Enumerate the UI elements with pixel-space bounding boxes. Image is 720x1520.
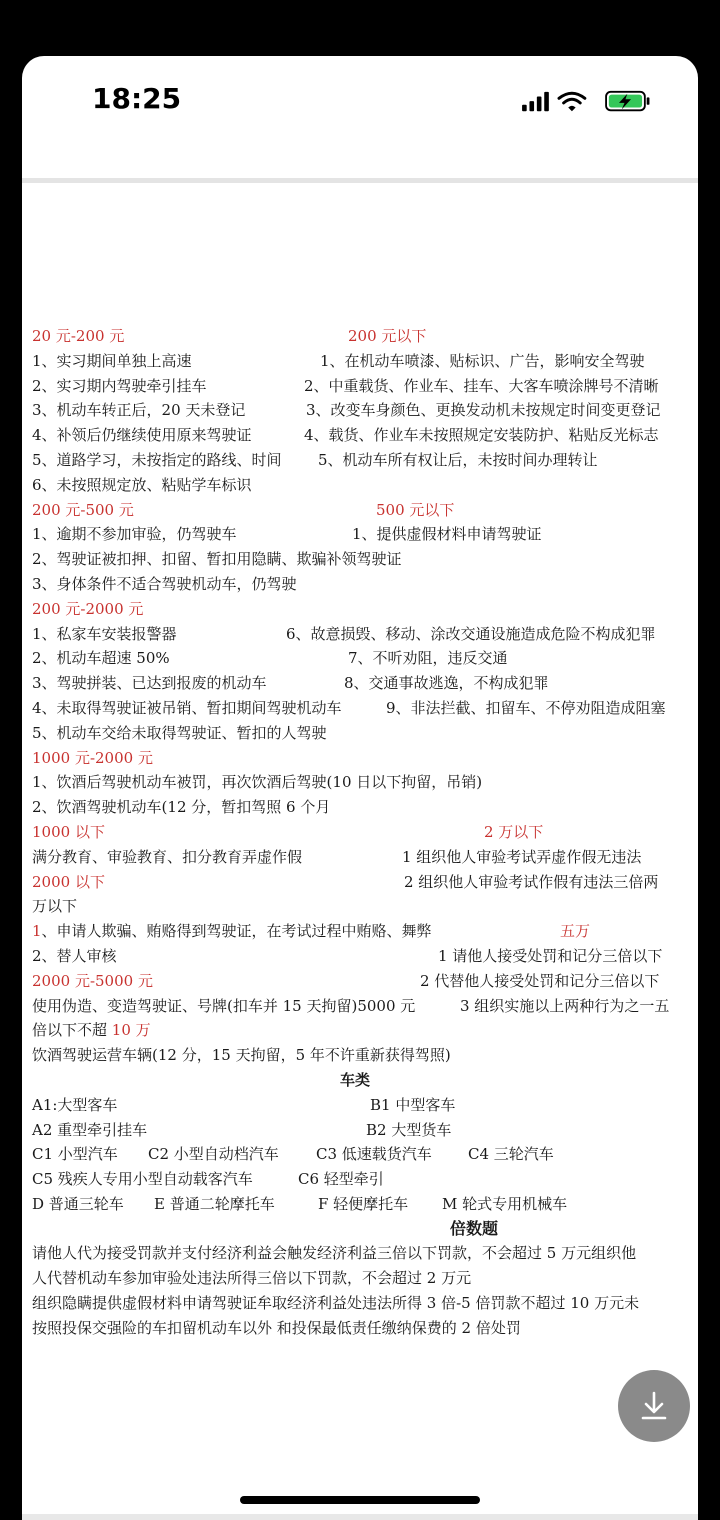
text-row: [32, 448, 692, 473]
text-line: 5、道路学习，未按指定的路线、时间: [32, 450, 282, 469]
text-line: E 普通二轮摩托车: [154, 1194, 275, 1213]
section-header: 200 元以下: [348, 327, 427, 345]
text-row: [32, 1266, 692, 1291]
text-line: 6、未按照规定放、粘贴学车标识: [32, 475, 252, 494]
text-line: 4、补领后仍继续使用原来驾驶证: [32, 426, 252, 445]
text-row: [32, 1018, 692, 1043]
text-row: [32, 1241, 692, 1266]
text-row: [32, 1291, 692, 1316]
download-button[interactable]: [618, 1370, 690, 1442]
screen: [22, 56, 698, 1520]
section-header: 200 元-500 元: [32, 500, 134, 519]
text-line: 使用伪造、变造驾驶证、号牌(扣车并 15 天拘留)5000 元: [32, 996, 416, 1015]
text-line: 2、实习期内驾驶牵引挂车: [32, 376, 207, 395]
text-line: 1: [32, 922, 42, 941]
section-header: 500 元以下: [376, 500, 455, 519]
text-row: [32, 473, 692, 498]
text-line: 1、逾期不参加审验，仍驾驶车: [32, 525, 237, 544]
text-line: 2 组织他人审验考试作假有违法三倍两: [404, 872, 659, 891]
section-header-row: [32, 498, 692, 523]
text-line: C6 轻型牵引: [298, 1170, 384, 1189]
section-header: 2 万以下: [484, 822, 544, 841]
text-line: A1:大型客车: [32, 1095, 118, 1114]
text-line: 按照投保交强险的车扣留机动车以外 和投保最低责任缴纳保费的 2 倍处罚: [32, 1318, 521, 1337]
text-line: 满分教育、审验教育、扣分教育弄虚作假: [32, 847, 303, 866]
text-line: 人代替机动车参加审验处违法所得三倍以下罚款，不会超过 2 万元: [32, 1269, 472, 1288]
heading-row: [32, 1068, 692, 1093]
text-line: 、申请人欺骗、贿赂得到驾驶证，在考试过程中贿赂、舞弊: [41, 922, 432, 941]
text-line: 5、机动车所有权让后，未按时间办理转让: [318, 450, 598, 469]
text-line: 3、驾驶拼装、已达到报废的机动车: [32, 674, 267, 693]
text-row: [32, 547, 692, 572]
text-row: [32, 622, 692, 647]
text-line: 3、机动车转正后，20 天未登记: [32, 401, 246, 420]
text-row: [32, 894, 692, 919]
text-row: [32, 522, 692, 547]
status-time: 18:25: [92, 82, 182, 115]
text-line: 1、饮酒后驾驶机动车被罚，再次饮酒后驾驶(10 日以下拘留，吊销): [32, 773, 483, 792]
text-line: 组织隐瞒提供虚假材料申请驾驶证牟取经济利益处违法所得 3 倍-5 倍罚款不超过 10 万元未: [32, 1294, 640, 1313]
text-line: C4 三轮汽车: [468, 1145, 554, 1164]
text-line: C3 低速载货汽车: [316, 1145, 432, 1164]
signal-icon: [522, 92, 549, 111]
text-line: 2、饮酒驾驶机动车(12 分，暂扣驾照 6 个月: [32, 798, 331, 817]
text-row: [32, 1093, 692, 1118]
text-row: [32, 671, 692, 696]
text-line: F 轻便摩托车: [318, 1194, 409, 1213]
text-line: 7、不听劝阻，违反交通: [348, 649, 508, 668]
text-row: [32, 423, 692, 448]
text-row: [32, 374, 692, 399]
text-line: 6、故意损毁、移动、涂改交通设施造成危险不构成犯罪: [286, 624, 656, 643]
text-line: 3、身体条件不适合驾驶机动车，仍驾驶: [32, 574, 297, 593]
section-header-row: [32, 746, 692, 771]
text-line: 8、交通事故逃逸，不构成犯罪: [344, 674, 549, 693]
text-row: [32, 721, 692, 746]
section-header: 1000 以下: [32, 822, 105, 841]
text-line: 饮酒驾驶运营车辆(12 分，15 天拘留，5 年不许重新获得驾照): [32, 1046, 451, 1065]
section-header: 1000 元-2000 元: [32, 748, 153, 767]
text-row: [32, 994, 692, 1019]
text-line: 1、在机动车喷漆、贴标识、广告，影响安全驾驶: [320, 351, 645, 370]
section-header: 2000 元-5000 元: [32, 971, 153, 990]
document: [32, 324, 692, 1341]
status-icons: [514, 90, 676, 114]
text-line: 4、未取得驾驶证被吊销、暂扣期间驾驶机动车: [32, 698, 342, 717]
text-line: 5、机动车交给未取得驾驶证、暂扣的人驾驶: [32, 723, 327, 742]
text-row: [32, 1142, 692, 1167]
download-icon: [637, 1389, 671, 1423]
text-line: C1 小型汽车: [32, 1145, 118, 1164]
text-row: [32, 1316, 692, 1341]
text-line: 2、机动车超速 50%: [32, 649, 170, 668]
text-row: [32, 770, 692, 795]
text-line: 倍以下不超: [32, 1021, 108, 1040]
text-row: [32, 646, 692, 671]
section-header-row: [32, 597, 692, 622]
text-row: [32, 944, 692, 969]
section-header: 20 元-200 元: [32, 327, 125, 345]
heading-row: [32, 1217, 692, 1242]
text-line: 10 万: [111, 1021, 151, 1040]
section-header: 2000 以下: [32, 872, 105, 891]
text-line: 1 请他人接受处罚和记分三倍以下: [438, 946, 663, 965]
section-header-row: [32, 820, 692, 845]
divider: [22, 178, 698, 183]
text-row: [32, 696, 692, 721]
text-line: A2 重型牵引挂车: [32, 1120, 148, 1139]
text-line: 2 代替他人接受处罚和记分三倍以下: [420, 971, 660, 990]
text-row: [32, 919, 692, 944]
text-line: M 轮式专用机械车: [442, 1194, 568, 1213]
text-line: 1、提供虚假材料申请驾驶证: [352, 525, 542, 544]
battery-charging-icon: [606, 92, 649, 110]
section-header-row: [32, 969, 692, 994]
text-line: 请他人代为接受罚款并支付经济利益会触发经济利益三倍以下罚款，不会超过 5 万元组织他: [32, 1244, 637, 1263]
text-line: 2、中重载货、作业车、挂车、大客车喷涂牌号不清晰: [304, 376, 659, 395]
text-line: 9、非法拦截、扣留车、不停劝阻造成阻塞: [386, 698, 666, 717]
text-line: 1、实习期间单独上高速: [32, 351, 192, 370]
text-line: 3 组织实施以上两种行为之一五: [460, 996, 670, 1015]
text-row: [32, 795, 692, 820]
text-line: D 普通三轮车: [32, 1194, 124, 1213]
text-line: B2 大型货车: [366, 1120, 452, 1139]
text-line: C5 残疾人专用小型自动载客汽车: [32, 1170, 253, 1189]
text-row: [32, 845, 692, 870]
section-header: 200 元-2000 元: [32, 599, 144, 618]
multiple-title: 倍数题: [450, 1218, 499, 1238]
text-row: [32, 572, 692, 597]
text-line: 3、改变车身颜色、更换发动机未按规定时间变更登记: [306, 401, 661, 420]
text-line: 1 组织他人审验考试弄虚作假无违法: [402, 847, 642, 866]
text-line: 2、替人审核: [32, 946, 117, 965]
text-row: [32, 1043, 692, 1068]
text-line: 2、驾驶证被扣押、扣留、暂扣用隐瞒、欺骗补领驾驶证: [32, 550, 402, 569]
vehicle-class-title: 车类: [340, 1070, 371, 1089]
text-row: [32, 349, 692, 374]
text-line: C2 小型自动档汽车: [148, 1145, 279, 1164]
text-line: B1 中型客车: [370, 1095, 456, 1114]
text-row: [32, 398, 692, 423]
wifi-icon: [559, 93, 585, 111]
text-row: [32, 870, 692, 895]
bottom-bar: [22, 1514, 698, 1520]
text-line: 4、载货、作业车未按照规定安装防护、粘贴反光标志: [304, 426, 659, 445]
status-bar: [22, 56, 698, 146]
section-header-row: [32, 324, 692, 349]
text-row: [32, 1167, 692, 1192]
text-line: 1、私家车安装报警器: [32, 624, 177, 643]
section-header: 五万: [560, 922, 591, 941]
home-indicator[interactable]: [240, 1496, 480, 1504]
text-line: 万以下: [32, 897, 78, 916]
text-row: [32, 1192, 692, 1217]
text-row: [32, 1118, 692, 1143]
